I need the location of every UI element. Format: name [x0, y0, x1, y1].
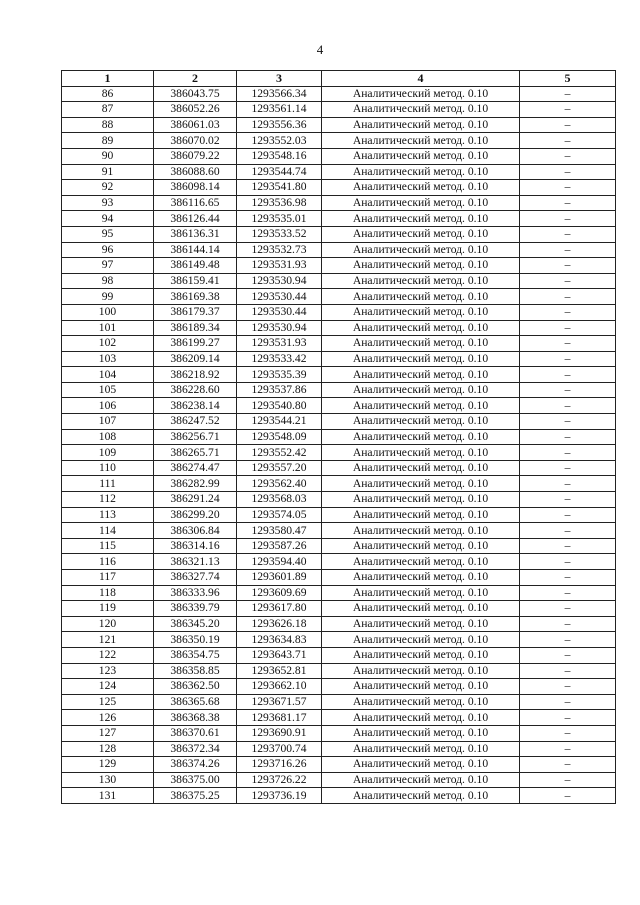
method-accuracy-cell: Аналитический метод. 0.10 [322, 258, 520, 274]
table-row [62, 632, 616, 648]
method-accuracy-cell: Аналитический метод. 0.10 [322, 710, 520, 726]
point-number-cell: 91 [62, 164, 154, 180]
point-number-cell: 112 [62, 492, 154, 508]
x-coordinate-cell: 386339.79 [154, 601, 237, 617]
point-number-cell: 122 [62, 647, 154, 663]
x-coordinate-cell: 386209.14 [154, 351, 237, 367]
point-number-cell: 117 [62, 570, 154, 586]
description-cell: – [520, 258, 616, 274]
description-cell: – [520, 242, 616, 258]
method-accuracy-cell: Аналитический метод. 0.10 [322, 102, 520, 118]
method-accuracy-cell: Аналитический метод. 0.10 [322, 523, 520, 539]
method-accuracy-cell: Аналитический метод. 0.10 [322, 616, 520, 632]
point-number-cell: 127 [62, 725, 154, 741]
description-cell: – [520, 117, 616, 133]
description-cell: – [520, 414, 616, 430]
method-accuracy-cell: Аналитический метод. 0.10 [322, 382, 520, 398]
table-row [62, 414, 616, 430]
method-accuracy-cell: Аналитический метод. 0.10 [322, 663, 520, 679]
method-accuracy-cell: Аналитический метод. 0.10 [322, 492, 520, 508]
y-coordinate-cell: 1293601.89 [237, 570, 322, 586]
method-accuracy-cell: Аналитический метод. 0.10 [322, 86, 520, 102]
point-number-cell: 92 [62, 180, 154, 196]
x-coordinate-cell: 386098.14 [154, 180, 237, 196]
table-row [62, 616, 616, 632]
x-coordinate-cell: 386126.44 [154, 211, 237, 227]
description-cell: – [520, 445, 616, 461]
table-row [62, 258, 616, 274]
x-coordinate-cell: 386375.00 [154, 772, 237, 788]
point-number-cell: 102 [62, 336, 154, 352]
x-coordinate-cell: 386374.26 [154, 757, 237, 773]
table-row [62, 429, 616, 445]
table-row [62, 507, 616, 523]
column-header-y-coordinate: 3 [237, 71, 322, 87]
table-row [62, 492, 616, 508]
y-coordinate-cell: 1293681.17 [237, 710, 322, 726]
y-coordinate-cell: 1293566.34 [237, 86, 322, 102]
y-coordinate-cell: 1293662.10 [237, 679, 322, 695]
method-accuracy-cell: Аналитический метод. 0.10 [322, 133, 520, 149]
description-cell: – [520, 616, 616, 632]
y-coordinate-cell: 1293556.36 [237, 117, 322, 133]
y-coordinate-cell: 1293561.14 [237, 102, 322, 118]
column-header-description: 5 [520, 71, 616, 87]
table-body [62, 86, 616, 803]
method-accuracy-cell: Аналитический метод. 0.10 [322, 585, 520, 601]
point-number-cell: 95 [62, 226, 154, 242]
y-coordinate-cell: 1293726.22 [237, 772, 322, 788]
table-row [62, 164, 616, 180]
method-accuracy-cell: Аналитический метод. 0.10 [322, 164, 520, 180]
method-accuracy-cell: Аналитический метод. 0.10 [322, 725, 520, 741]
y-coordinate-cell: 1293552.03 [237, 133, 322, 149]
table-row [62, 367, 616, 383]
x-coordinate-cell: 386149.48 [154, 258, 237, 274]
table-row [62, 102, 616, 118]
x-coordinate-cell: 386365.68 [154, 694, 237, 710]
table-row [62, 788, 616, 804]
description-cell: – [520, 226, 616, 242]
x-coordinate-cell: 386350.19 [154, 632, 237, 648]
x-coordinate-cell: 386169.38 [154, 289, 237, 305]
y-coordinate-cell: 1293700.74 [237, 741, 322, 757]
x-coordinate-cell: 386199.27 [154, 336, 237, 352]
method-accuracy-cell: Аналитический метод. 0.10 [322, 273, 520, 289]
table-row [62, 320, 616, 336]
point-number-cell: 110 [62, 460, 154, 476]
y-coordinate-cell: 1293580.47 [237, 523, 322, 539]
description-cell: – [520, 102, 616, 118]
description-cell: – [520, 195, 616, 211]
y-coordinate-cell: 1293736.19 [237, 788, 322, 804]
page-number: 4 [316, 42, 324, 57]
point-number-cell: 97 [62, 258, 154, 274]
table-row [62, 585, 616, 601]
table-row [62, 117, 616, 133]
description-cell: – [520, 679, 616, 695]
y-coordinate-cell: 1293643.71 [237, 647, 322, 663]
table-row [62, 679, 616, 695]
y-coordinate-cell: 1293537.86 [237, 382, 322, 398]
x-coordinate-cell: 386333.96 [154, 585, 237, 601]
description-cell: – [520, 647, 616, 663]
y-coordinate-cell: 1293594.40 [237, 554, 322, 570]
x-coordinate-cell: 386061.03 [154, 117, 237, 133]
method-accuracy-cell: Аналитический метод. 0.10 [322, 647, 520, 663]
point-number-cell: 114 [62, 523, 154, 539]
point-number-cell: 93 [62, 195, 154, 211]
method-accuracy-cell: Аналитический метод. 0.10 [322, 351, 520, 367]
table-row [62, 148, 616, 164]
method-accuracy-cell: Аналитический метод. 0.10 [322, 226, 520, 242]
point-number-cell: 107 [62, 414, 154, 430]
description-cell: – [520, 694, 616, 710]
table-row [62, 180, 616, 196]
method-accuracy-cell: Аналитический метод. 0.10 [322, 788, 520, 804]
y-coordinate-cell: 1293533.42 [237, 351, 322, 367]
point-number-cell: 129 [62, 757, 154, 773]
x-coordinate-cell: 386299.20 [154, 507, 237, 523]
y-coordinate-cell: 1293531.93 [237, 336, 322, 352]
x-coordinate-cell: 386321.13 [154, 554, 237, 570]
method-accuracy-cell: Аналитический метод. 0.10 [322, 289, 520, 305]
point-number-cell: 101 [62, 320, 154, 336]
x-coordinate-cell: 386256.71 [154, 429, 237, 445]
table-row [62, 741, 616, 757]
y-coordinate-cell: 1293671.57 [237, 694, 322, 710]
point-number-cell: 124 [62, 679, 154, 695]
description-cell: – [520, 320, 616, 336]
x-coordinate-cell: 386070.02 [154, 133, 237, 149]
point-number-cell: 87 [62, 102, 154, 118]
x-coordinate-cell: 386238.14 [154, 398, 237, 414]
method-accuracy-cell: Аналитический метод. 0.10 [322, 679, 520, 695]
table-row [62, 694, 616, 710]
description-cell: – [520, 133, 616, 149]
table-row [62, 647, 616, 663]
method-accuracy-cell: Аналитический метод. 0.10 [322, 570, 520, 586]
description-cell: – [520, 663, 616, 679]
point-number-cell: 105 [62, 382, 154, 398]
point-number-cell: 104 [62, 367, 154, 383]
point-number-cell: 100 [62, 304, 154, 320]
y-coordinate-cell: 1293634.83 [237, 632, 322, 648]
y-coordinate-cell: 1293544.21 [237, 414, 322, 430]
description-cell: – [520, 429, 616, 445]
x-coordinate-cell: 386354.75 [154, 647, 237, 663]
point-number-cell: 108 [62, 429, 154, 445]
method-accuracy-cell: Аналитический метод. 0.10 [322, 211, 520, 227]
description-cell: – [520, 632, 616, 648]
y-coordinate-cell: 1293548.16 [237, 148, 322, 164]
table-row [62, 195, 616, 211]
column-header-x-coordinate: 2 [154, 71, 237, 87]
table-row [62, 382, 616, 398]
x-coordinate-cell: 386247.52 [154, 414, 237, 430]
point-number-cell: 125 [62, 694, 154, 710]
x-coordinate-cell: 386306.84 [154, 523, 237, 539]
point-number-cell: 89 [62, 133, 154, 149]
table-row [62, 351, 616, 367]
x-coordinate-cell: 386136.31 [154, 226, 237, 242]
y-coordinate-cell: 1293535.01 [237, 211, 322, 227]
point-number-cell: 90 [62, 148, 154, 164]
x-coordinate-cell: 386345.20 [154, 616, 237, 632]
y-coordinate-cell: 1293533.52 [237, 226, 322, 242]
y-coordinate-cell: 1293535.39 [237, 367, 322, 383]
method-accuracy-cell: Аналитический метод. 0.10 [322, 445, 520, 461]
point-number-cell: 126 [62, 710, 154, 726]
x-coordinate-cell: 386159.41 [154, 273, 237, 289]
description-cell: – [520, 460, 616, 476]
point-number-cell: 116 [62, 554, 154, 570]
y-coordinate-cell: 1293530.44 [237, 289, 322, 305]
method-accuracy-cell: Аналитический метод. 0.10 [322, 460, 520, 476]
point-number-cell: 128 [62, 741, 154, 757]
y-coordinate-cell: 1293562.40 [237, 476, 322, 492]
x-coordinate-cell: 386368.38 [154, 710, 237, 726]
description-cell: – [520, 554, 616, 570]
point-number-cell: 118 [62, 585, 154, 601]
table-row [62, 86, 616, 102]
description-cell: – [520, 304, 616, 320]
description-cell: – [520, 273, 616, 289]
x-coordinate-cell: 386372.34 [154, 741, 237, 757]
description-cell: – [520, 476, 616, 492]
description-cell: – [520, 601, 616, 617]
description-cell: – [520, 507, 616, 523]
method-accuracy-cell: Аналитический метод. 0.10 [322, 694, 520, 710]
table-row [62, 772, 616, 788]
method-accuracy-cell: Аналитический метод. 0.10 [322, 242, 520, 258]
table-row [62, 398, 616, 414]
description-cell: – [520, 772, 616, 788]
x-coordinate-cell: 386144.14 [154, 242, 237, 258]
point-number-cell: 103 [62, 351, 154, 367]
x-coordinate-cell: 386358.85 [154, 663, 237, 679]
y-coordinate-cell: 1293716.26 [237, 757, 322, 773]
table-row [62, 273, 616, 289]
method-accuracy-cell: Аналитический метод. 0.10 [322, 336, 520, 352]
y-coordinate-cell: 1293557.20 [237, 460, 322, 476]
description-cell: – [520, 351, 616, 367]
table-row [62, 476, 616, 492]
y-coordinate-cell: 1293530.94 [237, 273, 322, 289]
table-row [62, 226, 616, 242]
description-cell: – [520, 164, 616, 180]
y-coordinate-cell: 1293617.80 [237, 601, 322, 617]
x-coordinate-cell: 386291.24 [154, 492, 237, 508]
method-accuracy-cell: Аналитический метод. 0.10 [322, 757, 520, 773]
point-number-cell: 121 [62, 632, 154, 648]
x-coordinate-cell: 386189.34 [154, 320, 237, 336]
method-accuracy-cell: Аналитический метод. 0.10 [322, 554, 520, 570]
point-number-cell: 115 [62, 538, 154, 554]
y-coordinate-cell: 1293552.42 [237, 445, 322, 461]
x-coordinate-cell: 386327.74 [154, 570, 237, 586]
description-cell: – [520, 336, 616, 352]
method-accuracy-cell: Аналитический метод. 0.10 [322, 117, 520, 133]
y-coordinate-cell: 1293690.91 [237, 725, 322, 741]
description-cell: – [520, 757, 616, 773]
table-row [62, 523, 616, 539]
y-coordinate-cell: 1293541.80 [237, 180, 322, 196]
point-number-cell: 88 [62, 117, 154, 133]
description-cell: – [520, 382, 616, 398]
point-number-cell: 109 [62, 445, 154, 461]
method-accuracy-cell: Аналитический метод. 0.10 [322, 601, 520, 617]
x-coordinate-cell: 386079.22 [154, 148, 237, 164]
description-cell: – [520, 211, 616, 227]
y-coordinate-cell: 1293532.73 [237, 242, 322, 258]
table-row [62, 445, 616, 461]
method-accuracy-cell: Аналитический метод. 0.10 [322, 429, 520, 445]
x-coordinate-cell: 386088.60 [154, 164, 237, 180]
x-coordinate-cell: 386274.47 [154, 460, 237, 476]
point-number-cell: 86 [62, 86, 154, 102]
x-coordinate-cell: 386314.16 [154, 538, 237, 554]
description-cell: – [520, 788, 616, 804]
method-accuracy-cell: Аналитический метод. 0.10 [322, 414, 520, 430]
table-row [62, 554, 616, 570]
table-row [62, 538, 616, 554]
table-row [62, 211, 616, 227]
method-accuracy-cell: Аналитический метод. 0.10 [322, 398, 520, 414]
method-accuracy-cell: Аналитический метод. 0.10 [322, 367, 520, 383]
method-accuracy-cell: Аналитический метод. 0.10 [322, 320, 520, 336]
description-cell: – [520, 538, 616, 554]
y-coordinate-cell: 1293652.81 [237, 663, 322, 679]
y-coordinate-cell: 1293548.09 [237, 429, 322, 445]
method-accuracy-cell: Аналитический метод. 0.10 [322, 304, 520, 320]
y-coordinate-cell: 1293609.69 [237, 585, 322, 601]
table-row [62, 663, 616, 679]
y-coordinate-cell: 1293544.74 [237, 164, 322, 180]
y-coordinate-cell: 1293568.03 [237, 492, 322, 508]
x-coordinate-cell: 386375.25 [154, 788, 237, 804]
point-number-cell: 120 [62, 616, 154, 632]
point-number-cell: 111 [62, 476, 154, 492]
method-accuracy-cell: Аналитический метод. 0.10 [322, 538, 520, 554]
table-row [62, 725, 616, 741]
column-header-point-number: 1 [62, 71, 154, 87]
x-coordinate-cell: 386052.26 [154, 102, 237, 118]
method-accuracy-cell: Аналитический метод. 0.10 [322, 180, 520, 196]
y-coordinate-cell: 1293530.94 [237, 320, 322, 336]
point-number-cell: 106 [62, 398, 154, 414]
description-cell: – [520, 148, 616, 164]
method-accuracy-cell: Аналитический метод. 0.10 [322, 632, 520, 648]
point-number-cell: 99 [62, 289, 154, 305]
description-cell: – [520, 523, 616, 539]
table-row [62, 601, 616, 617]
table-row [62, 289, 616, 305]
table-row [62, 570, 616, 586]
x-coordinate-cell: 386179.37 [154, 304, 237, 320]
y-coordinate-cell: 1293531.93 [237, 258, 322, 274]
x-coordinate-cell: 386282.99 [154, 476, 237, 492]
description-cell: – [520, 710, 616, 726]
x-coordinate-cell: 386265.71 [154, 445, 237, 461]
description-cell: – [520, 725, 616, 741]
method-accuracy-cell: Аналитический метод. 0.10 [322, 195, 520, 211]
table-row [62, 710, 616, 726]
description-cell: – [520, 367, 616, 383]
method-accuracy-cell: Аналитический метод. 0.10 [322, 741, 520, 757]
description-cell: – [520, 492, 616, 508]
x-coordinate-cell: 386116.65 [154, 195, 237, 211]
table-row [62, 460, 616, 476]
column-header-method-accuracy: 4 [322, 71, 520, 87]
point-number-cell: 130 [62, 772, 154, 788]
x-coordinate-cell: 386362.50 [154, 679, 237, 695]
table-row [62, 304, 616, 320]
y-coordinate-cell: 1293574.05 [237, 507, 322, 523]
description-cell: – [520, 398, 616, 414]
point-number-cell: 113 [62, 507, 154, 523]
description-cell: – [520, 180, 616, 196]
method-accuracy-cell: Аналитический метод. 0.10 [322, 507, 520, 523]
description-cell: – [520, 289, 616, 305]
point-number-cell: 123 [62, 663, 154, 679]
x-coordinate-cell: 386043.75 [154, 86, 237, 102]
description-cell: – [520, 585, 616, 601]
description-cell: – [520, 741, 616, 757]
coordinates-table [61, 70, 616, 804]
description-cell: – [520, 86, 616, 102]
description-cell: – [520, 570, 616, 586]
y-coordinate-cell: 1293587.26 [237, 538, 322, 554]
method-accuracy-cell: Аналитический метод. 0.10 [322, 148, 520, 164]
x-coordinate-cell: 386228.60 [154, 382, 237, 398]
point-number-cell: 98 [62, 273, 154, 289]
y-coordinate-cell: 1293540.80 [237, 398, 322, 414]
x-coordinate-cell: 386370.61 [154, 725, 237, 741]
table-row [62, 242, 616, 258]
x-coordinate-cell: 386218.92 [154, 367, 237, 383]
y-coordinate-cell: 1293530.44 [237, 304, 322, 320]
table-row [62, 336, 616, 352]
table-row [62, 133, 616, 149]
method-accuracy-cell: Аналитический метод. 0.10 [322, 476, 520, 492]
table-row [62, 757, 616, 773]
point-number-cell: 96 [62, 242, 154, 258]
y-coordinate-cell: 1293536.98 [237, 195, 322, 211]
point-number-cell: 94 [62, 211, 154, 227]
table-header-row [62, 71, 616, 87]
point-number-cell: 119 [62, 601, 154, 617]
point-number-cell: 131 [62, 788, 154, 804]
method-accuracy-cell: Аналитический метод. 0.10 [322, 772, 520, 788]
y-coordinate-cell: 1293626.18 [237, 616, 322, 632]
